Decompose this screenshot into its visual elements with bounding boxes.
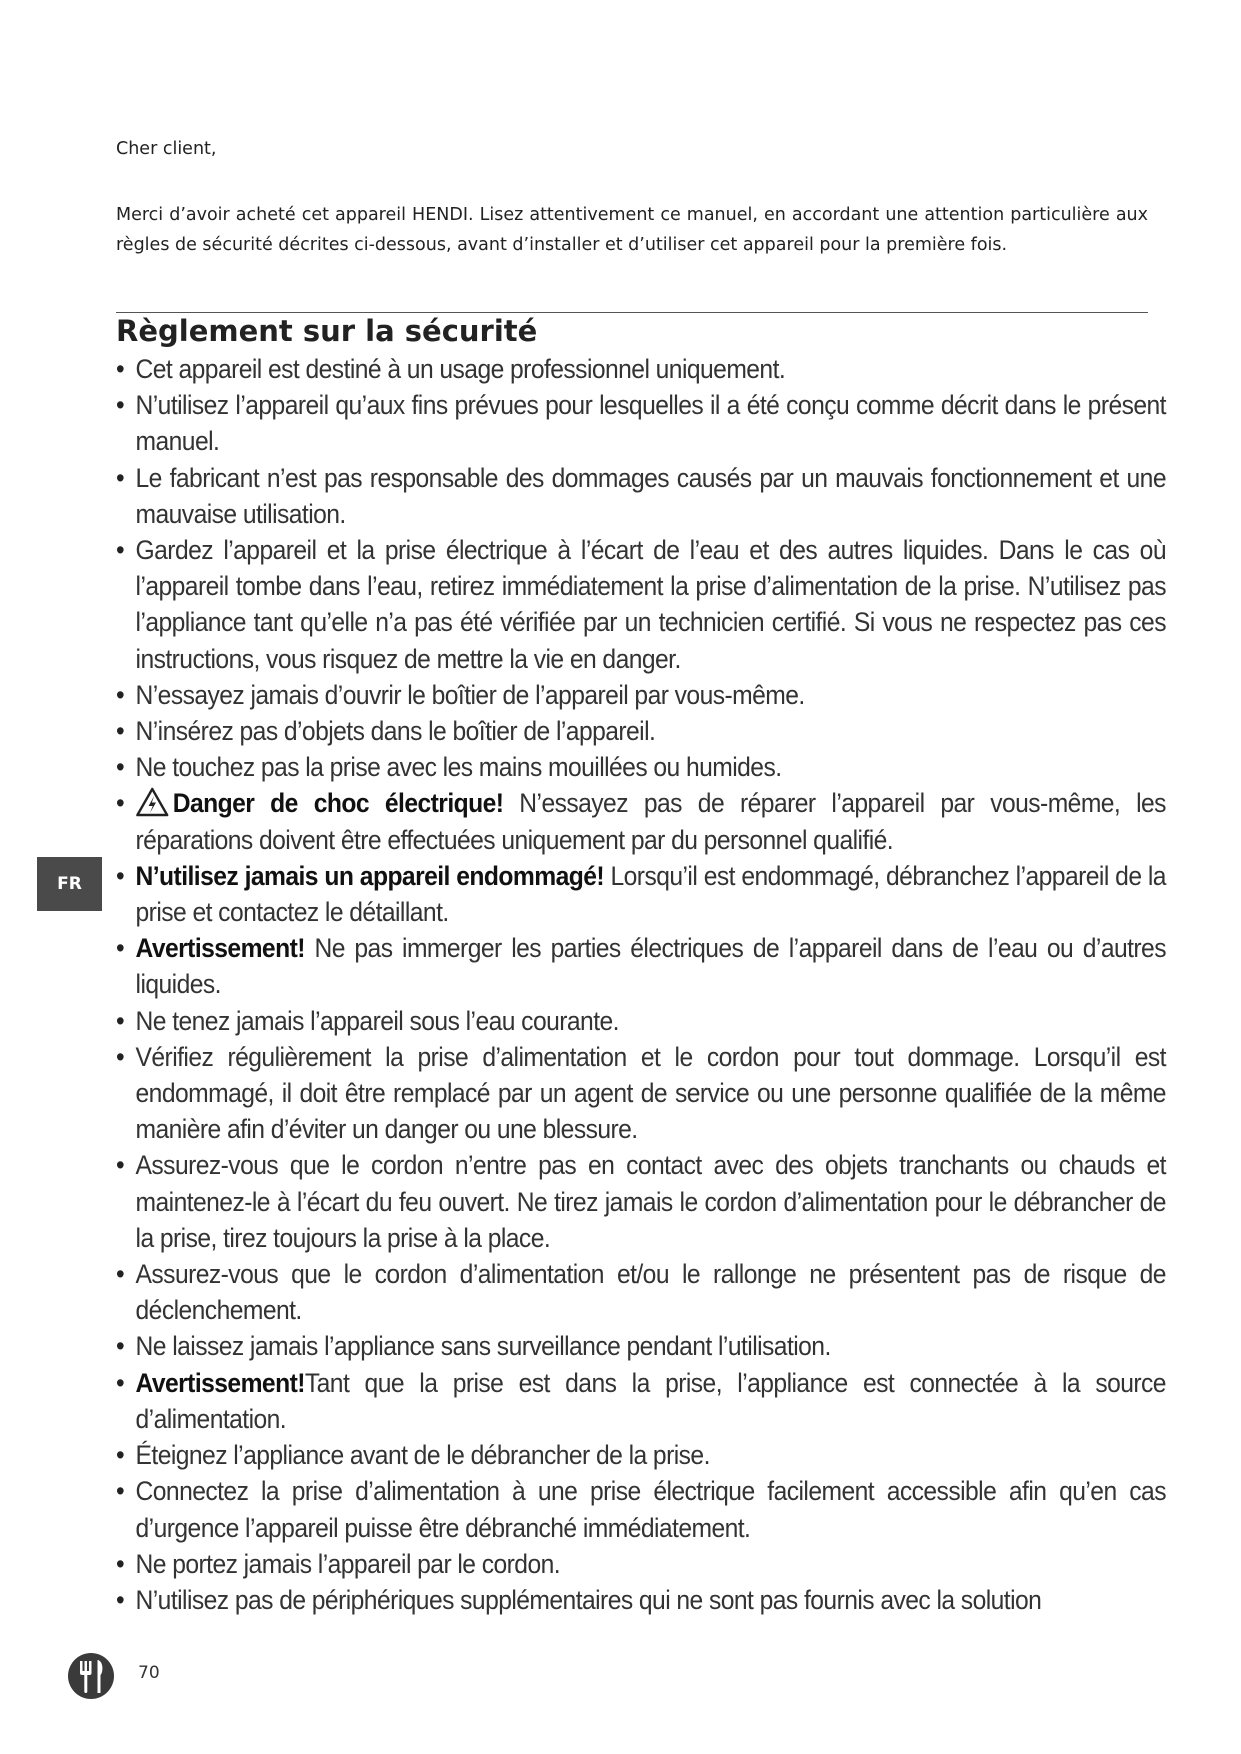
bullet: • — [116, 679, 125, 710]
list-item — [116, 387, 1166, 459]
list-item — [116, 1003, 1166, 1039]
rule-emphasis: Avertissement! — [135, 933, 305, 964]
bullet: • — [116, 1150, 125, 1181]
rule-text: Cet appareil est destiné à un usage professionnel uniquement. — [135, 354, 786, 384]
list-item — [116, 460, 1166, 532]
bullet: • — [116, 390, 125, 421]
list-item — [116, 858, 1166, 930]
bullet: • — [116, 1259, 125, 1290]
list-item — [116, 713, 1166, 749]
rule-text: Ne touchez pas la prise avec les mains mouillées ou humides. — [135, 752, 782, 783]
rule-text: Ne laissez jamais l’appliance sans surveillance pendant l’utilisation. — [135, 1331, 831, 1362]
safety-rules-list — [116, 351, 1166, 1618]
section-divider — [116, 312, 1148, 313]
rule-text: Gardez l’appareil et la prise électrique à l’écart de l’eau et des autres liquides. Dans le cas où l’appareil tombe dans l’eau, retirez immédiatement la prise d’alimentation de la prise. N’utilisez pas l’appliance tant qu’elle n’a pas été vérifiée par un technicien certifié. Si vous ne respectez pas ces instructions, vous risquez de mettre la vie en danger. — [135, 535, 1166, 674]
list-item — [116, 1365, 1166, 1437]
bullet: • — [116, 788, 125, 819]
rule-text: Assurez-vous que le cordon n’entre pas en contact avec des objets tranchants ou chauds et maintenez-le à l’écart du feu ouvert. Ne tirez jamais le cordon d’alimentation pour le débrancher de la prise, tirez toujours la prise à la place. — [135, 1150, 1166, 1253]
list-item — [116, 1256, 1166, 1328]
rule-text: N’insérez pas d’objets dans le boîtier de l’appareil. — [135, 716, 656, 747]
bullet: • — [116, 1041, 125, 1072]
bullet: • — [116, 933, 125, 964]
list-item — [116, 1147, 1166, 1256]
rule-text: N’essayez pas de réparer l’appareil par vous-même, les réparations doivent être effectuées uniquement par du personnel qualifié. — [135, 788, 1166, 855]
rule-text: Ne tenez jamais l’appareil sous l’eau courante. — [135, 1005, 619, 1036]
rule-text: N’essayez jamais d’ouvrir le boîtier de l’appareil par vous-même. — [135, 679, 805, 710]
bullet: • — [116, 752, 125, 783]
list-item — [116, 1546, 1166, 1582]
language-tab: FR — [37, 857, 102, 911]
rule-text: Ne pas immerger les parties électriques de l’appareil dans de l’eau ou d’autres liquides. — [135, 933, 1166, 1000]
rule-text: N’utilisez pas de périphériques supplémentaires qui ne sont pas fournis avec la solution — [135, 1584, 1042, 1615]
section-title: Règlement sur la sécurité — [116, 314, 538, 348]
bullet: • — [116, 1548, 125, 1579]
list-item — [116, 785, 1166, 857]
rule-text: Vérifiez régulièrement la prise d’alimentation et le cordon pour tout dommage. Lorsqu’il est endommagé, il doit être remplacé par un agent de service ou une personne qualifiée de la même manière afin d’éviter un danger ou une blessure. — [135, 1041, 1166, 1145]
bullet: • — [116, 354, 125, 384]
rule-text: Lorsqu’il est endommagé, débranchez l’appareil de la prise et contactez le détaillant. — [135, 860, 1166, 928]
list-item — [116, 1437, 1166, 1473]
bullet: • — [116, 1367, 125, 1398]
bullet: • — [116, 1476, 125, 1507]
list-item — [116, 749, 1166, 785]
rule-text: Le fabricant n’est pas responsable des dommages causés par un mauvais fonctionnement et une mauvaise utilisation. — [135, 462, 1166, 529]
rule-emphasis: Avertissement! — [135, 1367, 305, 1398]
bullet: • — [116, 1005, 125, 1036]
rule-text: Ne portez jamais l’appareil par le cordon. — [135, 1548, 561, 1579]
rule-text: Éteignez l’appliance avant de le débrancher de la prise. — [135, 1440, 710, 1471]
intro-paragraph: Merci d’avoir acheté cet appareil HENDI. Lisez attentivement ce manuel, en accordant une attention particulière aux règles de sécurité décrites ci-dessous, avant d’installer et d’utiliser cet appareil pour la première fois. — [116, 205, 1148, 255]
rule-text: Connectez la prise d’alimentation à une prise électrique facilement accessible afin qu’en cas d’urgence l’appareil puisse être débranché immédiatement. — [135, 1476, 1166, 1543]
cutlery-logo-icon — [66, 1651, 116, 1701]
electric-shock-warning-icon — [136, 787, 169, 817]
list-item — [116, 677, 1166, 713]
rule-text: Tant que la prise est dans la prise, l’appliance est connectée à la source d’alimentation. — [135, 1367, 1166, 1434]
list-item — [116, 351, 1166, 387]
bullet: • — [116, 1584, 125, 1615]
bullet: • — [116, 716, 125, 747]
bullet: • — [116, 1331, 125, 1362]
bullet: • — [116, 1440, 125, 1471]
rule-text: N’utilisez l’appareil qu’aux fins prévues pour lesquelles il a été conçu comme décrit dans le présent manuel. — [135, 390, 1166, 457]
bullet: • — [116, 535, 125, 566]
list-item — [116, 1039, 1166, 1148]
rule-emphasis: Danger de choc électrique! — [172, 788, 504, 819]
list-item — [116, 1582, 1166, 1618]
bullet: • — [116, 860, 125, 891]
bullet: • — [116, 462, 125, 493]
greeting: Cher client, — [116, 139, 217, 159]
rule-emphasis: N’utilisez jamais un appareil endommagé! — [135, 860, 605, 891]
rule-text: Assurez-vous que le cordon d’alimentation et/ou le rallonge ne présentent pas de risque de déclenchement. — [135, 1259, 1166, 1326]
page-number: 70 — [138, 1663, 160, 1683]
list-item — [116, 532, 1166, 677]
list-item — [116, 1473, 1166, 1545]
list-item — [116, 930, 1166, 1002]
list-item — [116, 1328, 1166, 1364]
